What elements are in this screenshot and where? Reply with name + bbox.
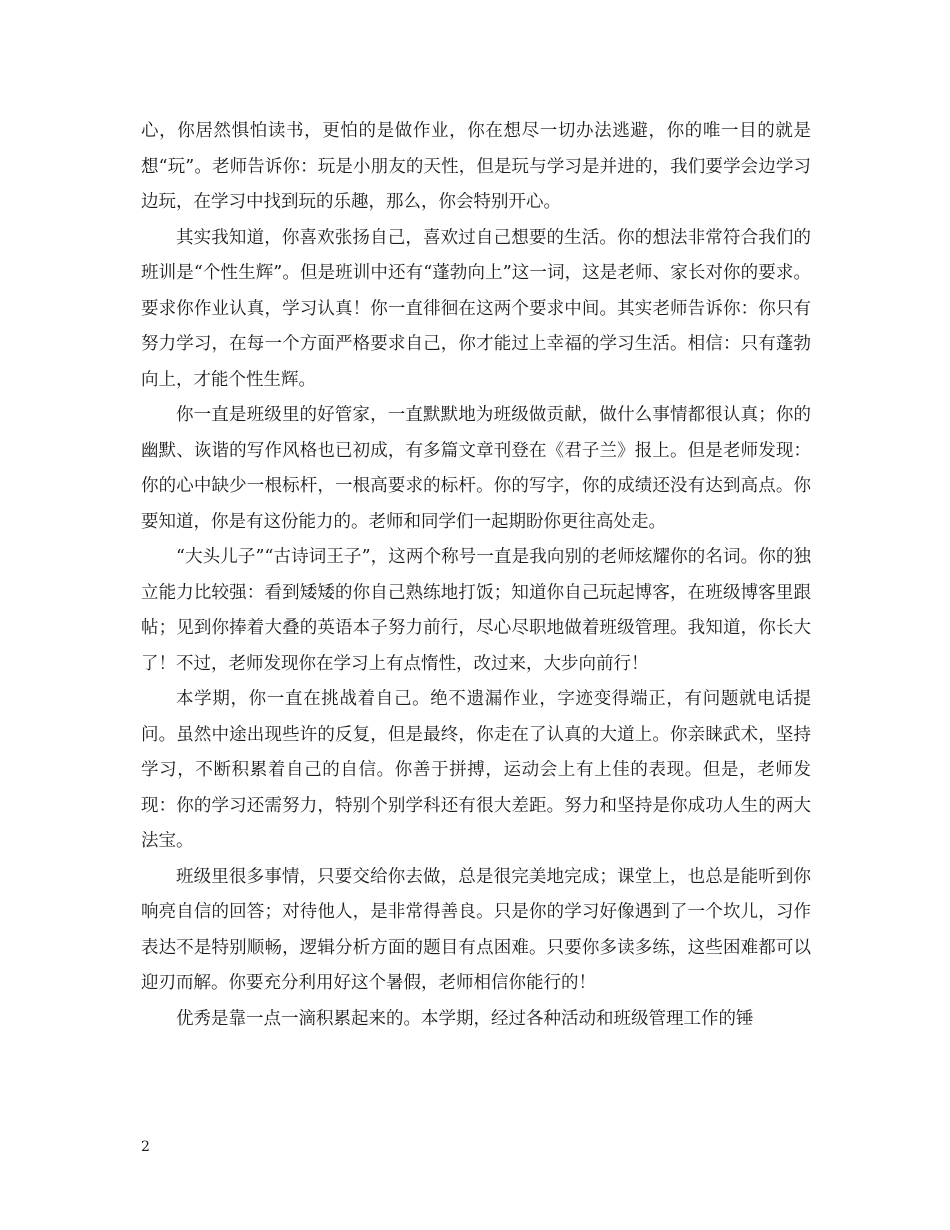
document-body [141, 114, 811, 1037]
paragraph: 本学期，你一直在挑战着自己。绝不遗漏作业，字迹变得端正，有问题就电话提问。虽然中途出现些许的反复，但是最终，你走在了认真的大道上。你亲睐武术，坚持学习，不断积累着自己的自信。你善于拼搏，运动会上有上佳的表现。但是，老师发现：你的学习还需努力，特别个别学科还有很大差距。努力和坚持是你成功人生的两大法宝。 [141, 689, 811, 851]
paragraph-truncated: 优秀是靠一点一滴积累起来的。本学期，经过各种活动和班级管理工作的锤 [176, 1008, 754, 1029]
paragraph: 其实我知道，你喜欢张扬自己，喜欢过自己想要的生活。你的想法非常符合我们的班训是“个性生辉”。但是班训中还有“蓬勃向上”这一词，这是老师、家长对你的要求。要求你作业认真，学习认真！你一直徘徊在这两个要求中间。其实老师告诉你：你只有努力学习，在每一个方面严格要求自己，你才能过上幸福的学习生活。相信：只有蓬勃向上，才能个性生辉。 [141, 227, 811, 390]
paragraph: 你一直是班级里的好管家，一直默默地为班级做贡献，做什么事情都很认真；你的幽默、诙谐的写作风格也已初成，有多篇文章刊登在《君子兰》报上。但是老师发现：你的心中缺少一根标杆，一根高要求的标杆。你的写字，你的成绩还没有达到高点。你要知道，你是有这份能力的。老师和同学们一起期盼你更往高处走。 [141, 405, 811, 532]
page-number: 2 [141, 1139, 150, 1155]
paragraph: 班级里很多事情，只要交给你去做，总是很完美地完成；课堂上，也总是能听到你响亮自信的回答；对待他人，是非常得善良。只是你的学习好像遇到了一个坎儿，习作表达不是特别顺畅，逻辑分析方面的题目有点困难。只要你多读多练，这些困难都可以迎刃而解。你要充分利用好这个暑假，老师相信你能行的！ [141, 866, 811, 993]
paragraph-continuation: 心，你居然惧怕读书，更怕的是做作业，你在想尽一切办法逃避，你的唯一目的就是想“玩”。老师告诉你：玩是小朋友的天性，但是玩与学习是并进的，我们要学会边学习边玩，在学习中找到玩的乐趣，那么，你会特别开心。 [141, 121, 811, 212]
paragraph: “大头儿子”“古诗词王子”，这两个称号一直是我向别的老师炫耀你的名词。你的独立能力比较强：看到矮矮的你自己熟练地打饭；知道你自己玩起博客，在班级博客里跟帖；见到你捧着大叠的英语本子努力前行，尽心尽职地做着班级管理。我知道，你长大了！不过，老师发现你在学习上有点惰性，改过来，大步向前行！ [141, 547, 811, 674]
